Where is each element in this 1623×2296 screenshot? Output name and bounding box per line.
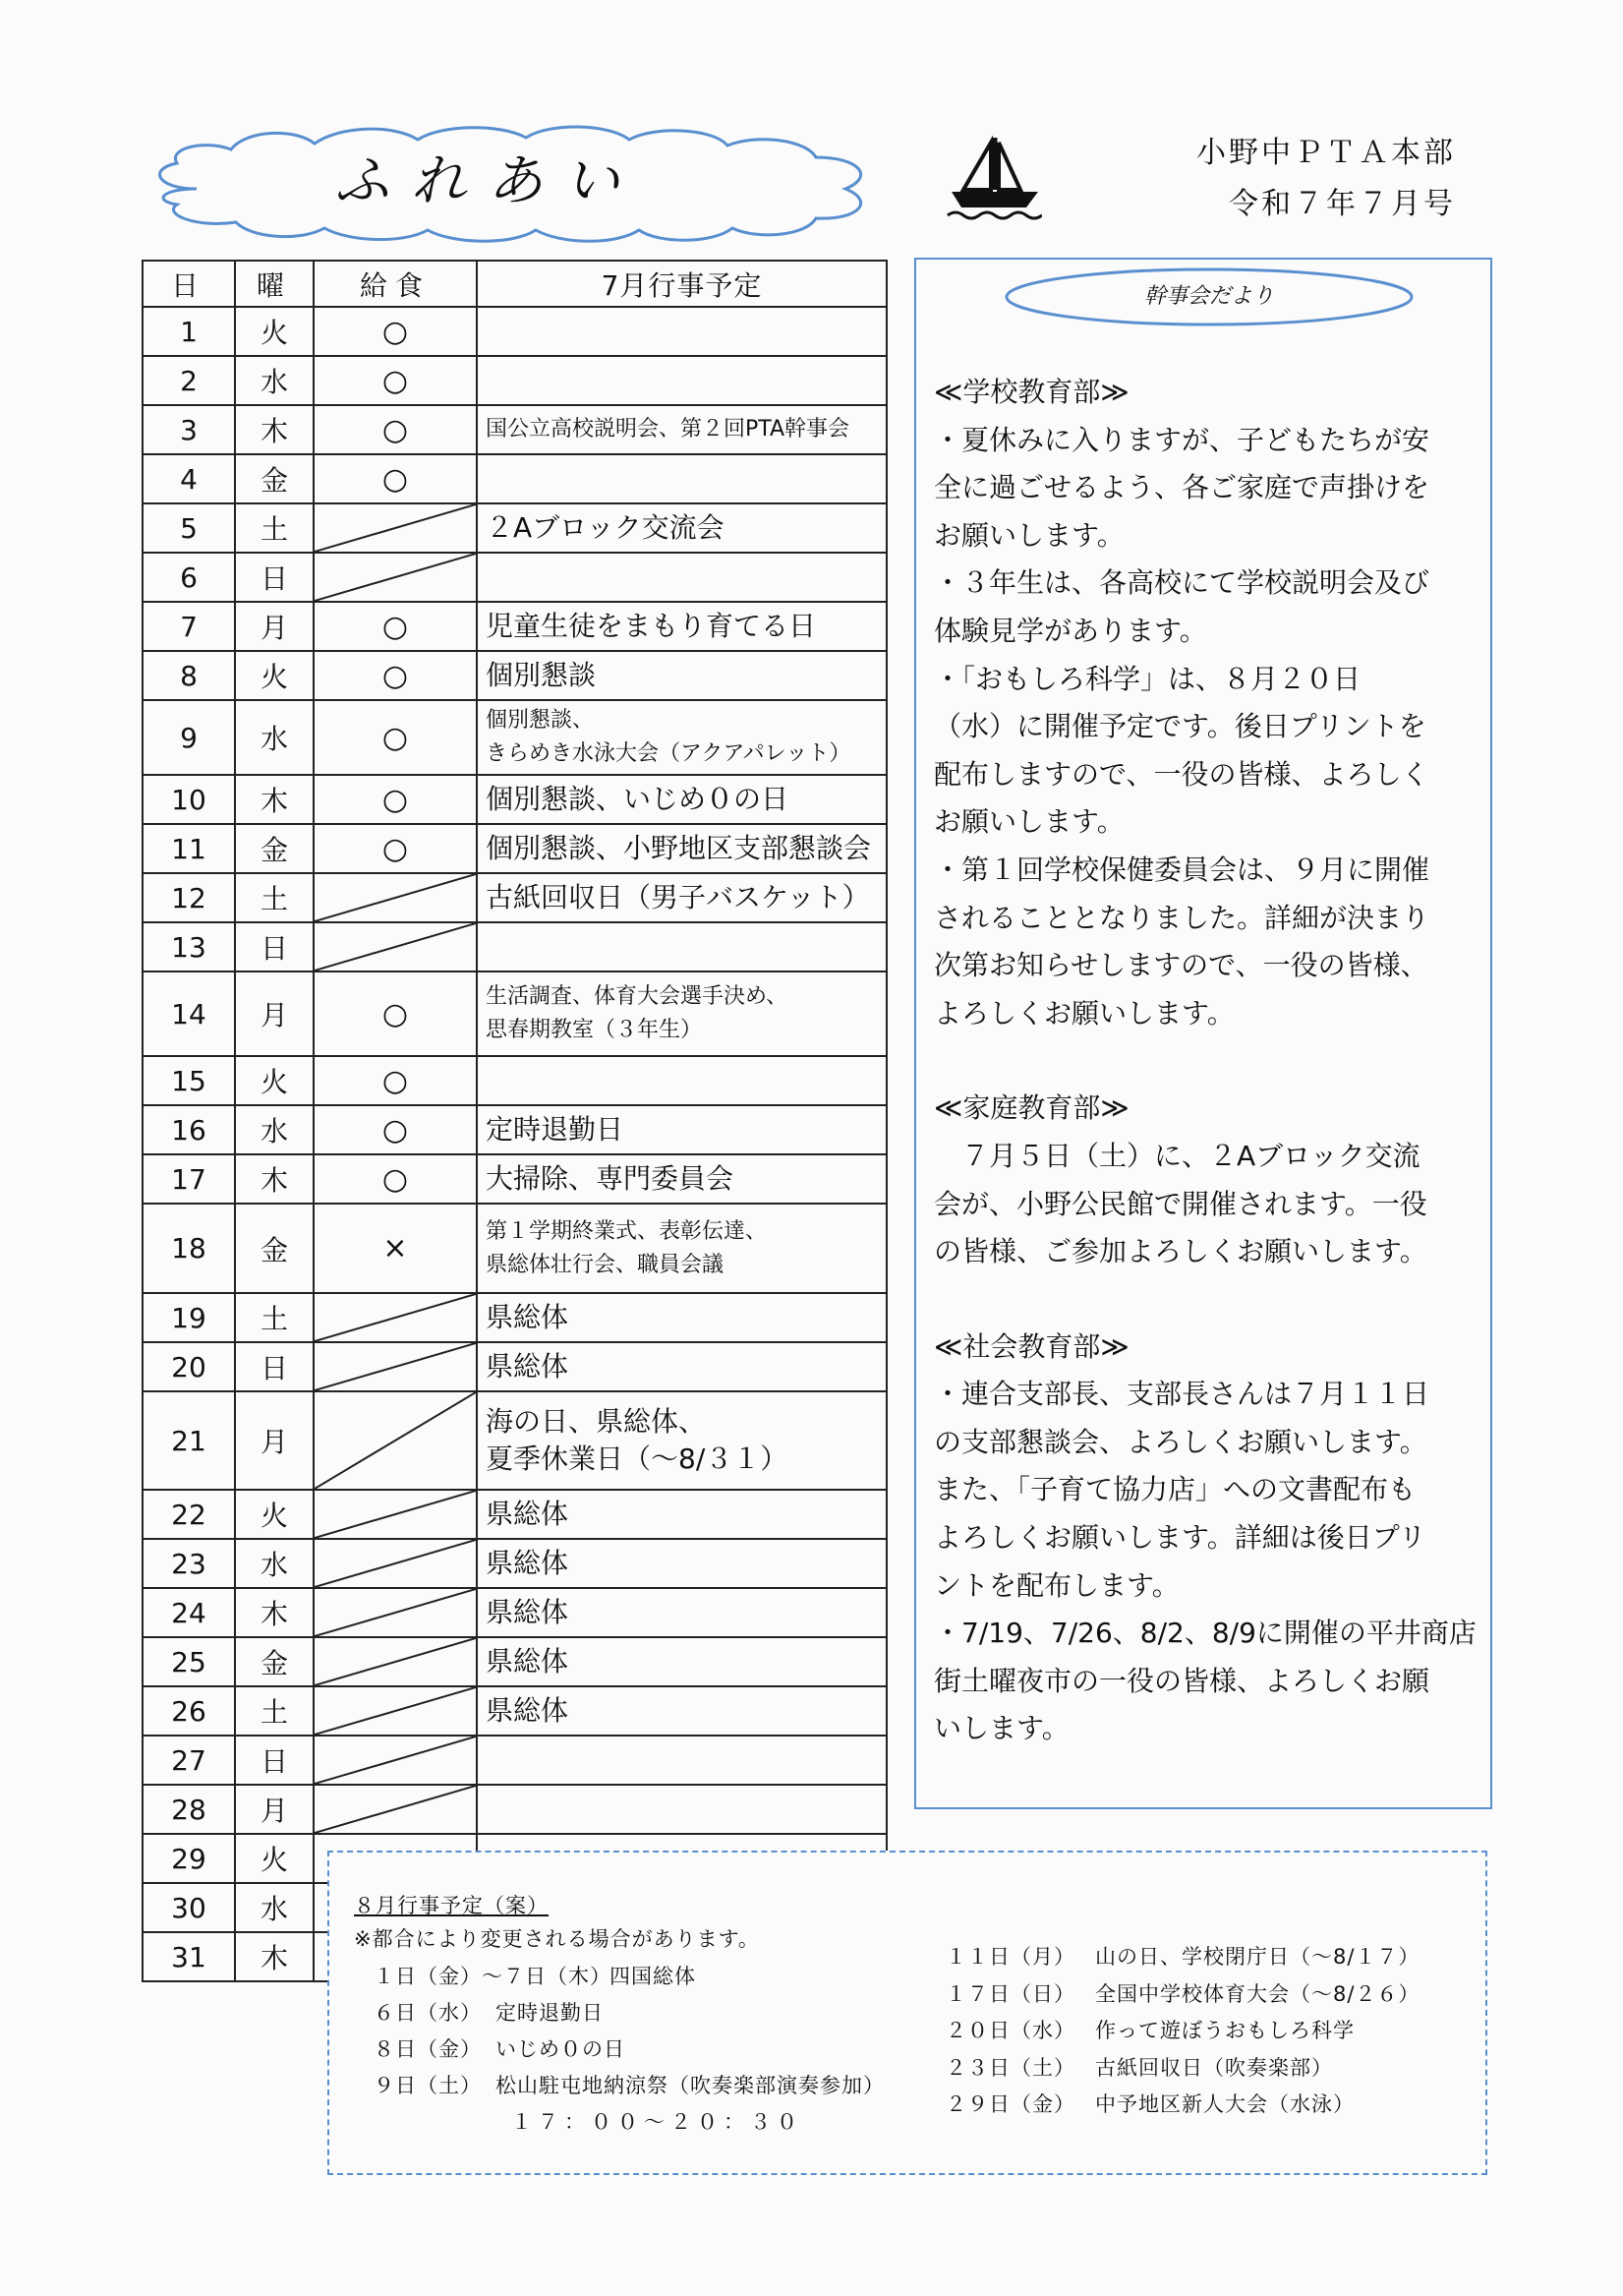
day-cell: 4 [143,454,235,503]
table-row [143,922,887,971]
no-lunch-slash [315,1294,476,1341]
table-row [143,1391,887,1490]
event-cell: 海の日、県総体、 夏季休業日（～8/３１） [477,1391,887,1490]
day-cell: 31 [143,1932,235,1981]
lunch-cell [314,1736,477,1785]
weekday-cell: 木 [235,1588,314,1637]
august-time: １７：００～２０：３０ [511,2110,803,2134]
event-cell: 古紙回収日（男子バスケット） [477,873,887,922]
event-cell: 個別懇談、 きらめき水泳大会（アクアパレット） [477,700,887,775]
no-lunch-slash [315,504,476,552]
weekday-cell: 木 [235,775,314,824]
event-cell: 県総体 [477,1588,887,1637]
lunch-mark: ○ [381,461,409,497]
lunch-cell [314,602,477,651]
day-cell: 18 [143,1204,235,1293]
august-left-rows [374,1959,885,2104]
header-events: 7月行事予定 [477,261,887,307]
lunch-cell [314,1539,477,1588]
lunch-cell [314,356,477,405]
list-item [374,2068,885,2104]
lunch-cell [314,873,477,922]
section-line: 配布しますので、一役の皆様、よろしく [934,757,1429,791]
section-line: また、「子育て協力店」への文書配布も [934,1473,1417,1506]
lunch-cell [314,1785,477,1834]
table-row [143,1490,887,1539]
event-date: １７日（日） [946,1981,1075,2006]
lunch-cell [314,1154,477,1204]
list-item [946,2087,1420,2124]
weekday-cell: 水 [235,356,314,405]
lunch-cell [314,1588,477,1637]
weekday-cell: 日 [235,1736,314,1785]
no-lunch-slash [315,1638,476,1685]
table-row [143,873,887,922]
weekday-cell: 火 [235,307,314,356]
weekday-cell: 土 [235,503,314,553]
lunch-cell [314,307,477,356]
day-cell: 25 [143,1637,235,1686]
header-lunch: 給食 [314,261,477,307]
lunch-cell [314,454,477,503]
section-line: ントを配布します。 [934,1568,1180,1602]
section-line: よろしくお願いします。詳細は後日プリ [934,1521,1426,1555]
no-lunch-slash [315,554,476,601]
no-lunch-slash [315,1687,476,1735]
august-note: ※都合により変更される場合があります。 [354,1927,760,1951]
day-cell: 14 [143,971,235,1056]
weekday-cell: 火 [235,1834,314,1883]
day-cell: 27 [143,1736,235,1785]
lunch-mark: ○ [381,996,409,1031]
weekday-cell: 水 [235,1539,314,1588]
event-date: ２３日（土） [946,2055,1075,2080]
no-lunch-slash [315,1786,476,1833]
table-row [143,553,887,602]
list-item [374,1995,885,2031]
event-name: 四国総体 [609,1965,696,1988]
event-cell: 個別懇談、小野地区支部懇談会 [477,824,887,873]
lunch-mark: × [382,1231,408,1266]
weekday-cell: 土 [235,1686,314,1736]
section-line: 次第お知らせしますので、一役の皆様、 [934,949,1428,982]
weekday-cell: 金 [235,824,314,873]
day-cell: 13 [143,922,235,971]
day-cell: 28 [143,1785,235,1834]
list-item [946,2013,1420,2050]
section-line: されることとなりました。詳細が決まり [934,901,1430,934]
event-cell: 国公立高校説明会、第２回PTA幹事会 [477,405,887,454]
section-line: ・連合支部長、支部長さんは７月１１日 [934,1378,1430,1411]
section-line: ・３年生は、各高校にて学校説明会及び [934,566,1430,600]
no-lunch-slash [315,874,476,921]
section-line: 全に過ごせるよう、各ご家庭で声掛けを [934,471,1430,504]
event-name: 古紙回収日（吹奏楽部） [1095,2055,1333,2080]
section-line: ７月５日（土）に、２Aブロック交流 [934,1139,1420,1172]
day-cell: 20 [143,1342,235,1391]
lunch-mark: ○ [381,782,409,817]
organization-name: 小野中ＰＴＡ本部 [1196,136,1456,170]
day-cell: 9 [143,700,235,775]
weekday-cell: 水 [235,700,314,775]
event-date: ８日（金） [374,2037,482,2061]
lunch-cell [314,922,477,971]
section-line: ・夏休みに入りますが、子どもたちが安 [934,423,1430,456]
lunch-cell [314,405,477,454]
list-item [374,2031,885,2068]
event-name: 定時退勤日 [495,2001,604,2025]
event-cell: 県総体 [477,1490,887,1539]
table-row [143,1154,887,1204]
table-row [143,307,887,356]
lunch-cell [314,1342,477,1391]
list-item [374,1959,885,1995]
table-row [143,1736,887,1785]
event-cell: 県総体 [477,1686,887,1736]
table-row [143,1637,887,1686]
newsletter-title: ふれあい [334,149,641,213]
no-lunch-slash [315,1343,476,1390]
day-cell: 26 [143,1686,235,1736]
august-left-list [374,1959,885,2141]
event-date: ２０日（水） [946,2019,1075,2042]
weekday-cell: 土 [235,1293,314,1342]
event-cell: 個別懇談、いじめ０の日 [477,775,887,824]
event-date: ６日（水） [374,2001,482,2025]
list-item [946,1976,1420,2014]
lunch-cell [314,824,477,873]
table-row [143,1105,887,1154]
lunch-mark: ○ [381,720,409,755]
sailboat-icon [944,133,1042,221]
event-name: 作って遊ぼうおもしろ科学 [1095,2019,1355,2042]
weekday-cell: 日 [235,922,314,971]
event-name: 松山駐屯地納涼祭（吹奏楽部演奏参加） [495,2074,885,2097]
section-line: 街土曜夜市の一役の皆様、よろしくお願 [934,1664,1430,1697]
event-cell [477,307,887,356]
event-cell [477,922,887,971]
day-cell: 10 [143,775,235,824]
event-cell: 生活調査、体育大会選手決め、 思春期教室（３年生） [477,971,887,1056]
lunch-mark: ○ [381,1112,409,1148]
day-cell: 12 [143,873,235,922]
table-row [143,1056,887,1105]
table-row [143,1342,887,1391]
event-name: 中予地区新人大会（水泳） [1095,2092,1355,2116]
table-header-row [143,261,887,307]
no-lunch-slash [315,923,476,971]
day-cell: 1 [143,307,235,356]
section-line: いします。 [934,1712,1070,1745]
section-title: ≪学校教育部≫ [934,376,1130,408]
weekday-cell: 月 [235,1785,314,1834]
section-line: の支部懇談会、よろしくお願いします。 [934,1425,1427,1458]
organization-info [1196,128,1456,230]
event-cell: 大掃除、専門委員会 [477,1154,887,1204]
july-calendar-table [142,260,888,1982]
lunch-mark: ○ [381,609,409,644]
weekday-cell: 火 [235,1056,314,1105]
lunch-mark: ○ [381,314,409,349]
day-cell: 6 [143,553,235,602]
weekday-cell: 火 [235,651,314,700]
lunch-cell [314,553,477,602]
event-name: 山の日、学校閉庁日（～8/１７） [1095,1945,1420,1969]
lunch-mark: ○ [381,363,409,398]
day-cell: 16 [143,1105,235,1154]
day-cell: 3 [143,405,235,454]
section-line: ・第１回学校保健委員会は、９月に開催 [934,853,1430,886]
issue-label: 令和７年７月号 [1229,187,1456,221]
weekday-cell: 日 [235,553,314,602]
august-right-list [946,1939,1420,2124]
newsletter-text [934,369,1484,1753]
day-cell: 17 [143,1154,235,1204]
no-lunch-slash [315,1540,476,1587]
section-line: 体験見学があります。 [934,614,1207,647]
lunch-cell [314,700,477,775]
event-cell: 県総体 [477,1539,887,1588]
day-cell: 2 [143,356,235,405]
weekday-cell: 木 [235,405,314,454]
table-row [143,454,887,503]
event-cell [477,1736,887,1785]
no-lunch-slash [315,1737,476,1784]
lunch-cell [314,1105,477,1154]
no-lunch-slash [315,1491,476,1538]
section-line: よろしくお願いします。 [934,996,1235,1030]
list-item [946,1939,1420,1976]
weekday-cell: 月 [235,1391,314,1490]
section-title: ≪社会教育部≫ [934,1329,1130,1363]
no-lunch-slash [315,1589,476,1636]
event-cell: ２Aブロック交流会 [477,503,887,553]
table-row [143,824,887,873]
table-row [143,700,887,775]
section-line: ・「おもしろ科学」は、８月２０日 [934,662,1362,695]
event-cell: 定時退勤日 [477,1105,887,1154]
weekday-cell: 水 [235,1883,314,1932]
august-title: ８月行事予定（案） [354,1894,549,1917]
section-line: の皆様、ご参加よろしくお願いします。 [934,1235,1427,1268]
day-cell: 7 [143,602,235,651]
event-cell [477,1056,887,1105]
table-row [143,1686,887,1736]
lunch-cell [314,503,477,553]
header-weekday: 曜 [235,261,314,307]
event-cell: 県総体 [477,1293,887,1342]
lunch-cell [314,775,477,824]
section-gap [934,1276,1484,1324]
table-row [143,1204,887,1293]
event-cell: 個別懇談 [477,651,887,700]
lunch-cell [314,1686,477,1736]
table-row [143,651,887,700]
event-cell: 児童生徒をまもり育てる日 [477,602,887,651]
section-line: お願いします。 [934,518,1125,552]
event-cell [477,356,887,405]
lunch-cell [314,1637,477,1686]
day-cell: 29 [143,1834,235,1883]
lunch-cell [314,1391,477,1490]
event-cell: 県総体 [477,1342,887,1391]
lunch-mark: ○ [381,658,409,693]
weekday-cell: 金 [235,454,314,503]
weekday-cell: 月 [235,602,314,651]
lunch-cell [314,1204,477,1293]
newsletter-heading: 幹事会だより [1143,284,1274,309]
event-cell [477,1785,887,1834]
weekday-cell: 水 [235,1105,314,1154]
day-cell: 11 [143,824,235,873]
table-row [143,1785,887,1834]
event-date: ２９日（金） [946,2092,1075,2116]
day-cell: 15 [143,1056,235,1105]
weekday-cell: 金 [235,1204,314,1293]
event-name: 全国中学校体育大会（～8/２６） [1095,1981,1420,2006]
table-row [143,405,887,454]
section-line: 会が、小野公民館で開催されます。一役 [934,1187,1427,1220]
section-title: ≪家庭教育部≫ [934,1091,1130,1125]
day-cell: 5 [143,503,235,553]
table-row [143,503,887,553]
section-line: お願いします。 [934,805,1125,839]
day-cell: 22 [143,1490,235,1539]
day-cell: 24 [143,1588,235,1637]
event-date: ９日（土） [374,2074,482,2097]
lunch-cell [314,651,477,700]
weekday-cell: 土 [235,873,314,922]
section-line: （水）に開催予定です。後日プリントを [934,710,1426,743]
lunch-cell [314,1056,477,1105]
lunch-mark: ○ [381,1161,409,1197]
event-cell [477,454,887,503]
event-date: １日（金）～７日（木） [374,1965,611,1988]
header-day: 日 [143,261,235,307]
event-cell [477,553,887,602]
weekday-cell: 木 [235,1932,314,1981]
table-row [143,1588,887,1637]
weekday-cell: 月 [235,971,314,1056]
weekday-cell: 火 [235,1490,314,1539]
weekday-cell: 金 [235,1637,314,1686]
calendar-body [143,307,887,1981]
section-line: ・7/19、7/26、8/2、8/9に開催の平井商店 [934,1617,1477,1650]
lunch-cell [314,1490,477,1539]
table-row [143,1539,887,1588]
day-cell: 21 [143,1391,235,1490]
table-row [143,775,887,824]
section-gap [934,1037,1484,1085]
day-cell: 8 [143,651,235,700]
event-name: いじめ０の日 [495,2037,625,2061]
lunch-mark: ○ [381,1063,409,1098]
table-row [143,356,887,405]
weekday-cell: 木 [235,1154,314,1204]
table-row [143,602,887,651]
event-date: １１日（月） [946,1945,1075,1969]
lunch-cell [314,1293,477,1342]
no-lunch-slash [315,1392,476,1489]
event-cell: 県総体 [477,1637,887,1686]
day-cell: 19 [143,1293,235,1342]
weekday-cell: 日 [235,1342,314,1391]
lunch-mark: ○ [381,412,409,447]
event-cell: 第１学期終業式、表彰伝達、 県総体壮行会、職員会議 [477,1204,887,1293]
table-row [143,1293,887,1342]
lunch-mark: ○ [381,831,409,866]
lunch-cell [314,971,477,1056]
day-cell: 23 [143,1539,235,1588]
table-row [143,971,887,1056]
list-item [946,2050,1420,2088]
day-cell: 30 [143,1883,235,1932]
